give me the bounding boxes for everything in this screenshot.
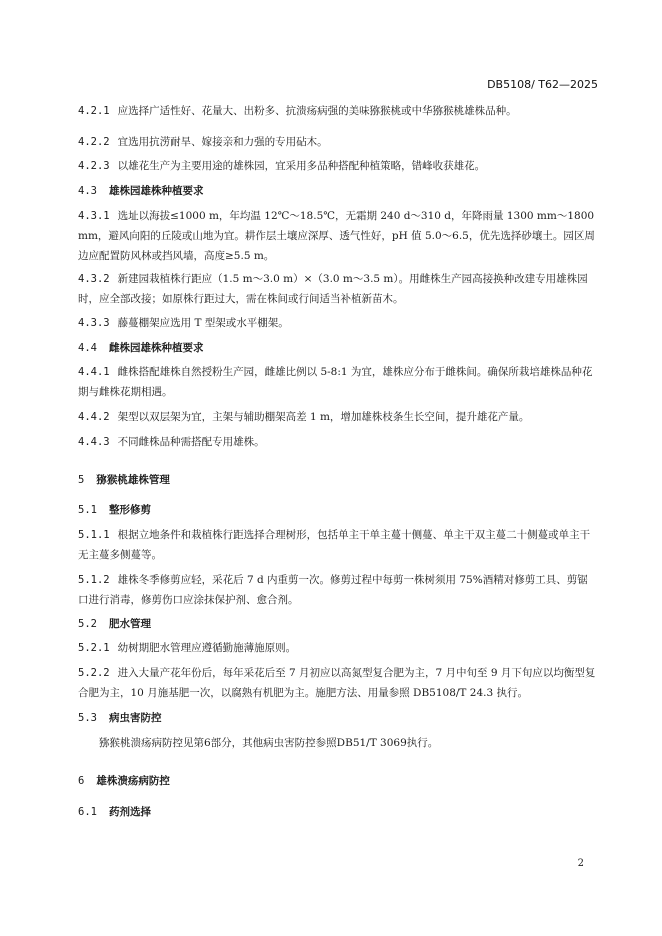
clause-text: 架型以双层架为宜，主架与辅助棚架高差 1 m，增加雄株枝条生长空间，提升雄花产量。 — [117, 411, 530, 423]
clause-text: 以雄花生产为主要用途的雄株园，宜采用多品种搭配种植策略，错峰收获雄花。 — [117, 160, 486, 172]
clause-number: 4.2.1 — [78, 105, 110, 117]
chapter-number: 6 — [78, 775, 85, 787]
section-heading-6-1 — [78, 802, 598, 822]
section-number: 6.1 — [78, 806, 97, 818]
clause-4-4-3 — [78, 432, 598, 452]
clause-number: 5.2.1 — [78, 642, 110, 654]
clause-number: 4.3.1 — [78, 210, 110, 222]
section-title: 雄株园雄株种植要求 — [108, 185, 204, 197]
clause-text: 宜选用抗涝耐旱、嫁接亲和力强的专用砧木。 — [117, 136, 328, 148]
section-title: 肥水管理 — [108, 618, 151, 630]
clause-text: 幼树期肥水管理应遵循勤施薄施原则。 — [117, 642, 297, 654]
clause-number: 5.1.1 — [78, 529, 110, 541]
section-number: 4.3 — [78, 185, 97, 197]
clause-text: 雌株搭配雄株自然授粉生产园，雌雄比例以 5-8:1 为宜，雄株应分布于雌株间。确保所栽培雄株品种花期与雌株花期相遇。 — [78, 366, 593, 398]
paragraph-5-3 — [78, 733, 598, 753]
clause-number: 5.1.2 — [78, 574, 110, 586]
chapter-title: 猕猴桃雄株管理 — [96, 474, 170, 486]
clause-number: 5.2.2 — [78, 667, 110, 679]
chapter-heading-6 — [78, 771, 598, 791]
clause-text: 根据立地条件和栽植株行距选择合理树形，包括单主干单主蔓十侧蔓、单主干双主蔓二十侧蔓或单主干无主蔓多侧蔓等。 — [78, 529, 591, 561]
clause-text: 雄株冬季修剪应轻，采花后 7 d 内重剪一次。修剪过程中每剪一株树须用 75%酒精对修剪工具、剪锯口进行消毒，修剪伤口应涂抹保护剂、愈合剂。 — [78, 574, 588, 606]
clause-4-3-3 — [78, 313, 598, 333]
section-title: 雌株园雄株种植要求 — [108, 342, 204, 354]
clause-5-1-2 — [78, 570, 598, 610]
clause-text: 不同雌株品种需搭配专用雄株。 — [117, 436, 265, 448]
clause-4-2-2 — [78, 132, 598, 152]
clause-number: 4.4.1 — [78, 366, 110, 378]
clause-5-1-1 — [78, 525, 598, 565]
clause-5-2-2 — [78, 663, 598, 703]
section-title: 病虫害防控 — [108, 712, 162, 724]
clause-text: 进入大量产花年份后，每年采花后至 7 月初应以高氮型复合肥为主，7 月中旬至 9 月下旬应以均衡型复合肥为主，10 月施基肥一次，以腐熟有机肥为主。施肥方法、用量参照 DB5108/T 24.3 执行。 — [78, 667, 596, 699]
section-heading-5-3 — [78, 708, 598, 728]
clause-text: 选址以海拔≤1000 m，年均温 12℃～18.5℃，无霜期 240 d～310 d，年降雨量 1300 mm～1800 mm，避风向阳的丘陵或山地为宜。耕作层土壤应深厚、透气性好，pH 值 5.0～6.5，优先选择砂壤土。园区周边应配置防风林或挡风墙，高度≥5.5 m。 — [78, 210, 595, 262]
section-heading-4-4 — [78, 338, 598, 358]
clause-4-3-2 — [78, 269, 598, 309]
clause-text: 应选择广适性好、花量大、出粉多、抗溃疡病强的美味猕猴桃或中华猕猴桃雄株品种。 — [117, 105, 517, 117]
clause-number: 4.3.3 — [78, 317, 110, 329]
clause-number: 4.4.2 — [78, 411, 110, 423]
section-number: 4.4 — [78, 342, 97, 354]
section-heading-5-2 — [78, 614, 598, 634]
section-number: 5.3 — [78, 712, 97, 724]
clause-4-3-1 — [78, 206, 598, 266]
clause-4-2-1 — [78, 101, 598, 121]
section-title: 整形修剪 — [108, 504, 151, 516]
clause-number: 4.2.3 — [78, 160, 110, 172]
clause-4-4-2 — [78, 407, 598, 427]
clause-text: 藤蔓棚架应选用 T 型架或水平棚架。 — [117, 317, 289, 329]
clause-number: 4.3.2 — [78, 273, 110, 285]
clause-5-2-1 — [78, 638, 598, 658]
clause-4-2-3 — [78, 156, 598, 176]
clause-text: 新建园栽植株行距应（1.5 m～3.0 m）×（3.0 m～3.5 m）。用雌株生产园高接换种改建专用雄株园时，应全部改接；如原株行距过大，需在株间或行间适当补植新苗木。 — [78, 273, 588, 305]
section-heading-5-1 — [78, 500, 598, 520]
clause-4-4-1 — [78, 362, 598, 402]
chapter-title: 雄株溃疡病防控 — [96, 775, 170, 787]
clause-number: 4.2.2 — [78, 136, 110, 148]
section-heading-4-3 — [78, 181, 598, 201]
section-number: 5.1 — [78, 504, 97, 516]
doc-code: DB5108/ T62—2025 — [487, 78, 598, 91]
chapter-number: 5 — [78, 474, 85, 486]
paragraph-text: 猕猴桃溃疡病防控见第6部分，其他病虫害防控参照DB51/T 3069执行。 — [99, 737, 439, 749]
clause-number: 4.4.3 — [78, 436, 110, 448]
chapter-heading-5 — [78, 470, 598, 490]
section-title: 药剂选择 — [108, 806, 151, 818]
page-number: 2 — [577, 858, 584, 869]
section-number: 5.2 — [78, 618, 97, 630]
